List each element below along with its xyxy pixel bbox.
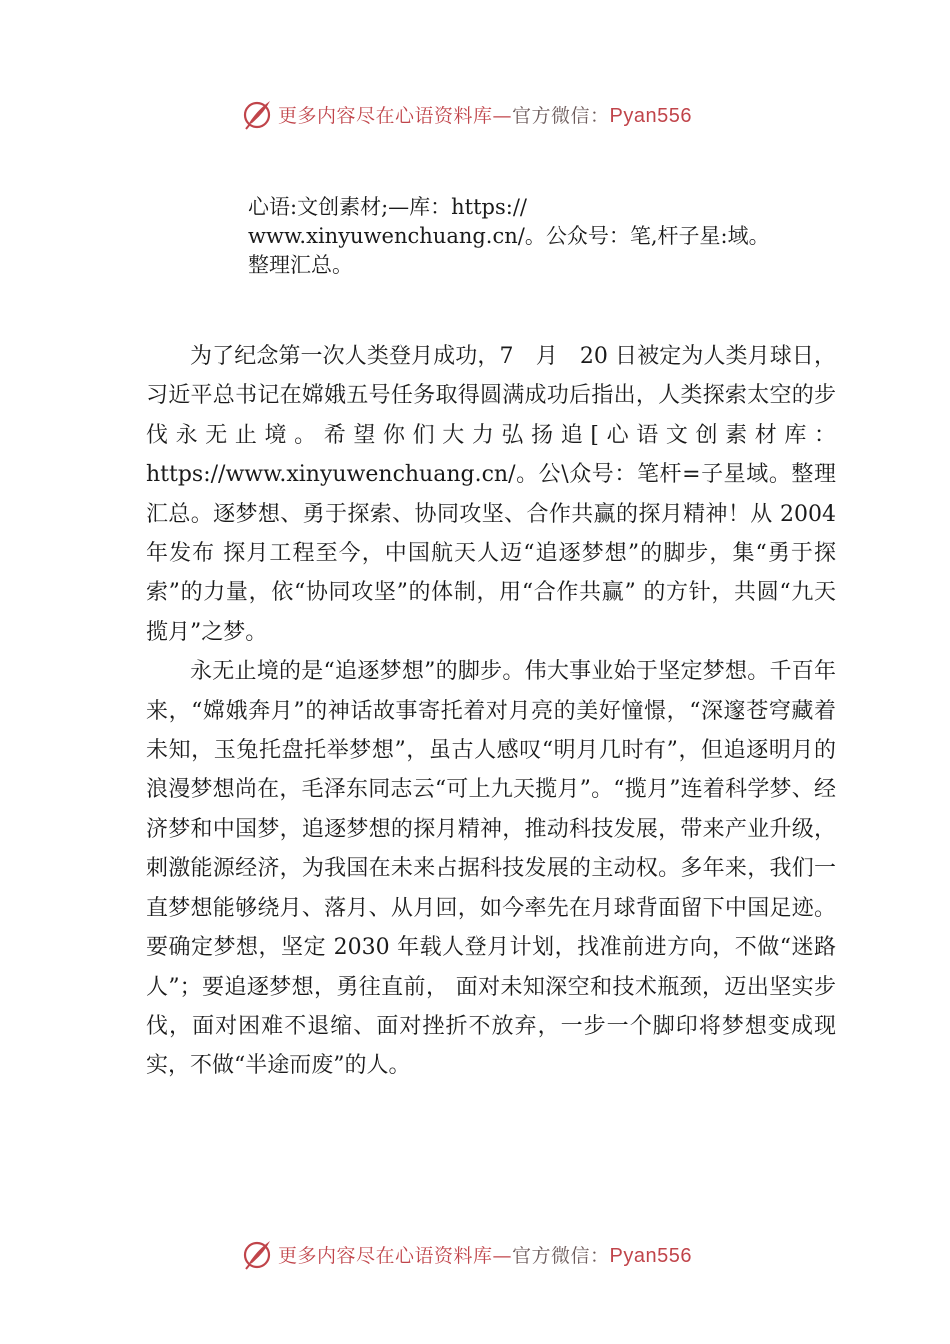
banner-title: 更多内容尽在心语资料库 bbox=[278, 1244, 493, 1267]
banner-label: 官方微信： bbox=[512, 1244, 610, 1267]
footer-banner bbox=[240, 1236, 692, 1272]
banner-dash: — bbox=[492, 1244, 513, 1267]
article-body bbox=[146, 337, 836, 1086]
banner-text bbox=[278, 1241, 692, 1268]
banner-title: 更多内容尽在心语资料库 bbox=[278, 104, 493, 127]
source-note bbox=[248, 193, 848, 280]
banner-label: 官方微信： bbox=[512, 104, 610, 127]
quill-logo-icon bbox=[240, 97, 274, 131]
source-note-line: www.xinyuwenchuang.cn/。公众号：笔,杆子星:域。 bbox=[248, 224, 770, 248]
paragraph: 为了纪念第一次人类登月成功，7 月 20 日被定为人类月球日，习近平总书记在嫦娥五号任务取得圆满成功后指出，人类探索太空的步伐永无止境。希望你们大力弘扬追[心语文创素材库：https://www.xinyuwenchuang.cn/。公\众号：笔杆=子星域。整理汇总。逐梦想、勇于探索、协同攻坚、合作共赢的探月精神！从 2004 年发布 探月工程至今，中国航天人迈“追逐梦想”的脚步，集“勇于探索”的力量，依“协同攻坚”的体制，用“合作共赢” 的方针，共圆“九天揽月”之梦。 bbox=[146, 344, 836, 645]
banner-dash: — bbox=[492, 104, 513, 127]
paragraph: 永无止境的是“追逐梦想”的脚步。伟大事业始于坚定梦想。千百年来，“嫦娥奔月”的神话故事寄托着对月亮的美好憧憬，“深邃苍穹藏着未知，玉兔托盘托举梦想”，虽古人感叹“明月几时有”，但追逐明月的浪漫梦想尚在，毛泽东同志云“可上九天揽月”。“揽月”连着科学梦、经济梦和中国梦，追逐梦想的探月精神，推动科技发展，带来产业升级， 刺激能源经济，为我国在未来占据科技发展的主动权。多年来，我们一直梦想能够绕月、落月、从月回，如今率先在月球背面留下中国足迹。要确定梦想，坚定 2030 年载人登月计划，找准前进方向，不做“迷路人”；要追逐梦想，勇往直前， 面对未知深空和技术瓶颈，迈出坚实步伐，面对困难不退缩、面对挫折不放弃，一步一个脚印将梦想变成现实，不做“半途而废”的人。 bbox=[146, 659, 836, 1079]
banner-handle: Pyan556 bbox=[609, 1244, 692, 1267]
banner-text bbox=[278, 101, 692, 128]
header-banner bbox=[240, 96, 692, 132]
source-note-line: 心语:文创素材;—库：https:// bbox=[248, 195, 527, 219]
source-note-line: 整理汇总。 bbox=[248, 253, 353, 277]
quill-logo-icon bbox=[240, 1237, 274, 1271]
banner-handle: Pyan556 bbox=[609, 104, 692, 127]
